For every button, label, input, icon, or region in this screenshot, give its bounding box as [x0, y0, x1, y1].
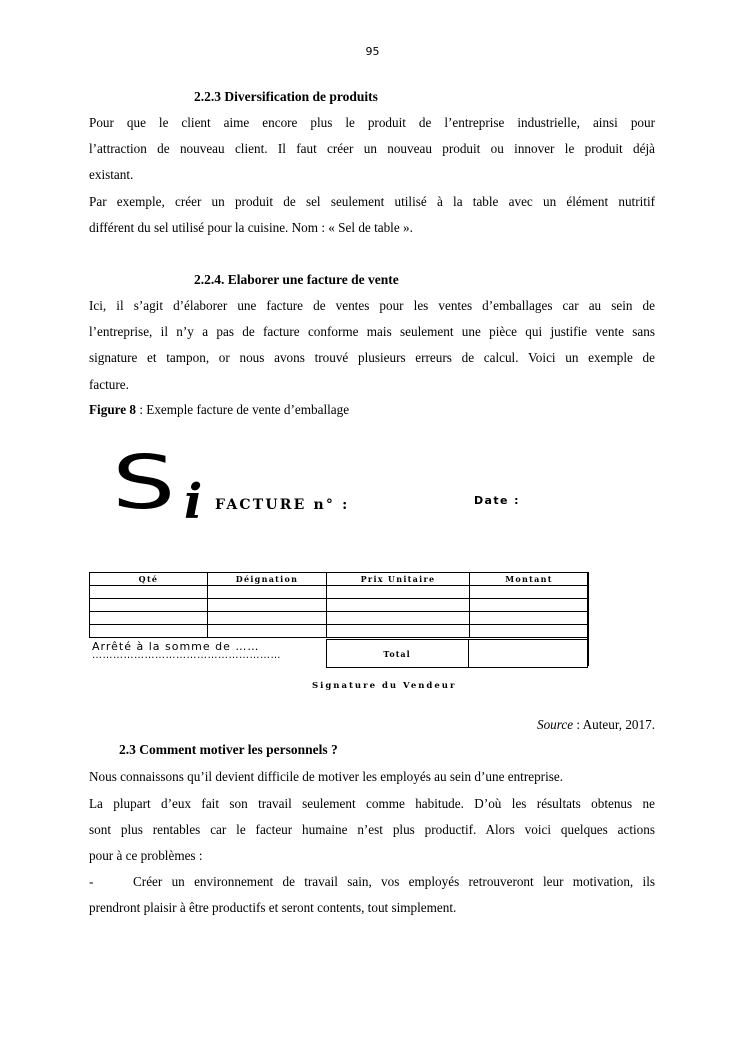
table-cell: [470, 586, 589, 599]
figure-label: Figure 8: [89, 402, 137, 417]
text-line: pour à ce problèmes :: [89, 848, 203, 864]
invoice-logo-s: S: [112, 440, 173, 526]
table-row: [90, 599, 589, 612]
text-line: Pour que le client aime encore plus le produit de l’entreprise industrielle, ainsi pour: [89, 115, 655, 130]
table-cell: [208, 586, 327, 599]
table-cell: [470, 599, 589, 612]
table-cell: [208, 625, 327, 638]
section-heading-2-3: 2.3 Comment motiver les personnels ?: [119, 742, 338, 757]
paragraph-motivation: [89, 791, 655, 870]
total-label: Total: [383, 649, 411, 659]
paragraph-diversification: [89, 110, 655, 241]
bullet-text-line: prendront plaisir à être productifs et seront contents, tout simplement.: [89, 900, 457, 915]
table-cell: [90, 586, 208, 599]
bullet-dash: -: [89, 874, 94, 889]
table-cell: [90, 612, 208, 625]
section-heading-2-2-3: 2.2.3 Diversification de produits: [194, 89, 378, 104]
table-cell: [327, 586, 470, 599]
bullet-text-line: Créer un environnement de travail sain, vos employés retrouveront leur motivation, ils: [133, 874, 655, 889]
table-cell: [327, 625, 470, 638]
section-heading-2-2-4: 2.2.4. Elaborer une facture de vente: [194, 272, 399, 287]
invoice-date-label: Date :: [474, 494, 520, 507]
text-line: Par exemple, créer un produit de sel seulement utilisé à la table avec un élément nutritif: [89, 193, 655, 209]
figure-source: [537, 717, 655, 733]
table-cell: [470, 625, 589, 638]
invoice-logo-i: i: [184, 474, 203, 530]
paragraph-facture: [89, 293, 655, 398]
figure-caption-text: : Exemple facture de vente d’emballage: [136, 402, 350, 417]
table-row: [90, 625, 589, 638]
source-label: Source: [536, 717, 574, 732]
text-line: existant.: [89, 167, 134, 183]
signature-label: Signature du Vendeur: [312, 681, 457, 691]
table-cell: [208, 612, 327, 625]
invoice-header-row: [90, 573, 589, 586]
text-line: sont plus rentables car le facteur humaine n’est plus productif. Alors voici quelques actions: [89, 822, 655, 838]
table-cell: [208, 599, 327, 612]
amount-in-words-label: Arrêté à la somme de ……: [92, 640, 260, 653]
table-cell: [327, 612, 470, 625]
total-value-box: [468, 639, 588, 668]
figure-caption: [89, 400, 349, 420]
text-line: l’entreprise, il n’y a pas de facture conforme mais seulement une pièce qui justifie vente sans: [89, 324, 655, 340]
table-row: [90, 612, 589, 625]
column-header-qte: Qté: [90, 573, 208, 586]
table-cell: [470, 612, 589, 625]
source-text: : Auteur, 2017.: [573, 717, 655, 732]
column-header-prix-unitaire: Prix Unitaire: [327, 573, 470, 586]
invoice-table: [89, 572, 589, 638]
text-line: La plupart d’eux fait son travail seulement comme habitude. D’où les résultats obtenus ne: [89, 796, 655, 811]
text-line: différent du sel utilisé pour la cuisine. Nom : « Sel de table ».: [89, 219, 413, 235]
column-header-designation: Déignation: [208, 573, 327, 586]
invoice-title: FACTURE n° :: [215, 497, 350, 513]
table-cell: [90, 599, 208, 612]
text-line: Ici, il s’agit d’élaborer une facture de ventes pour les ventes d’emballages car au sein de: [89, 298, 655, 313]
text-line: l’attraction de nouveau client. Il faut créer un nouveau produit ou innover le produit déjà: [89, 141, 655, 157]
text-line: Nous connaissons qu’il devient difficile de motiver les employés au sein d’une entreprise.: [89, 769, 564, 784]
page-number: 95: [365, 45, 380, 58]
table-cell: [327, 599, 470, 612]
table-row: [90, 586, 589, 599]
text-line: facture.: [89, 376, 129, 392]
column-header-montant: Montant: [470, 573, 589, 586]
text-line: signature et tampon, or nous avons trouvé plusieurs erreurs de calcul. Voici un exemple de: [89, 350, 655, 366]
table-cell: [90, 625, 208, 638]
amount-in-words-dots: ………………………………………………: [92, 650, 281, 661]
